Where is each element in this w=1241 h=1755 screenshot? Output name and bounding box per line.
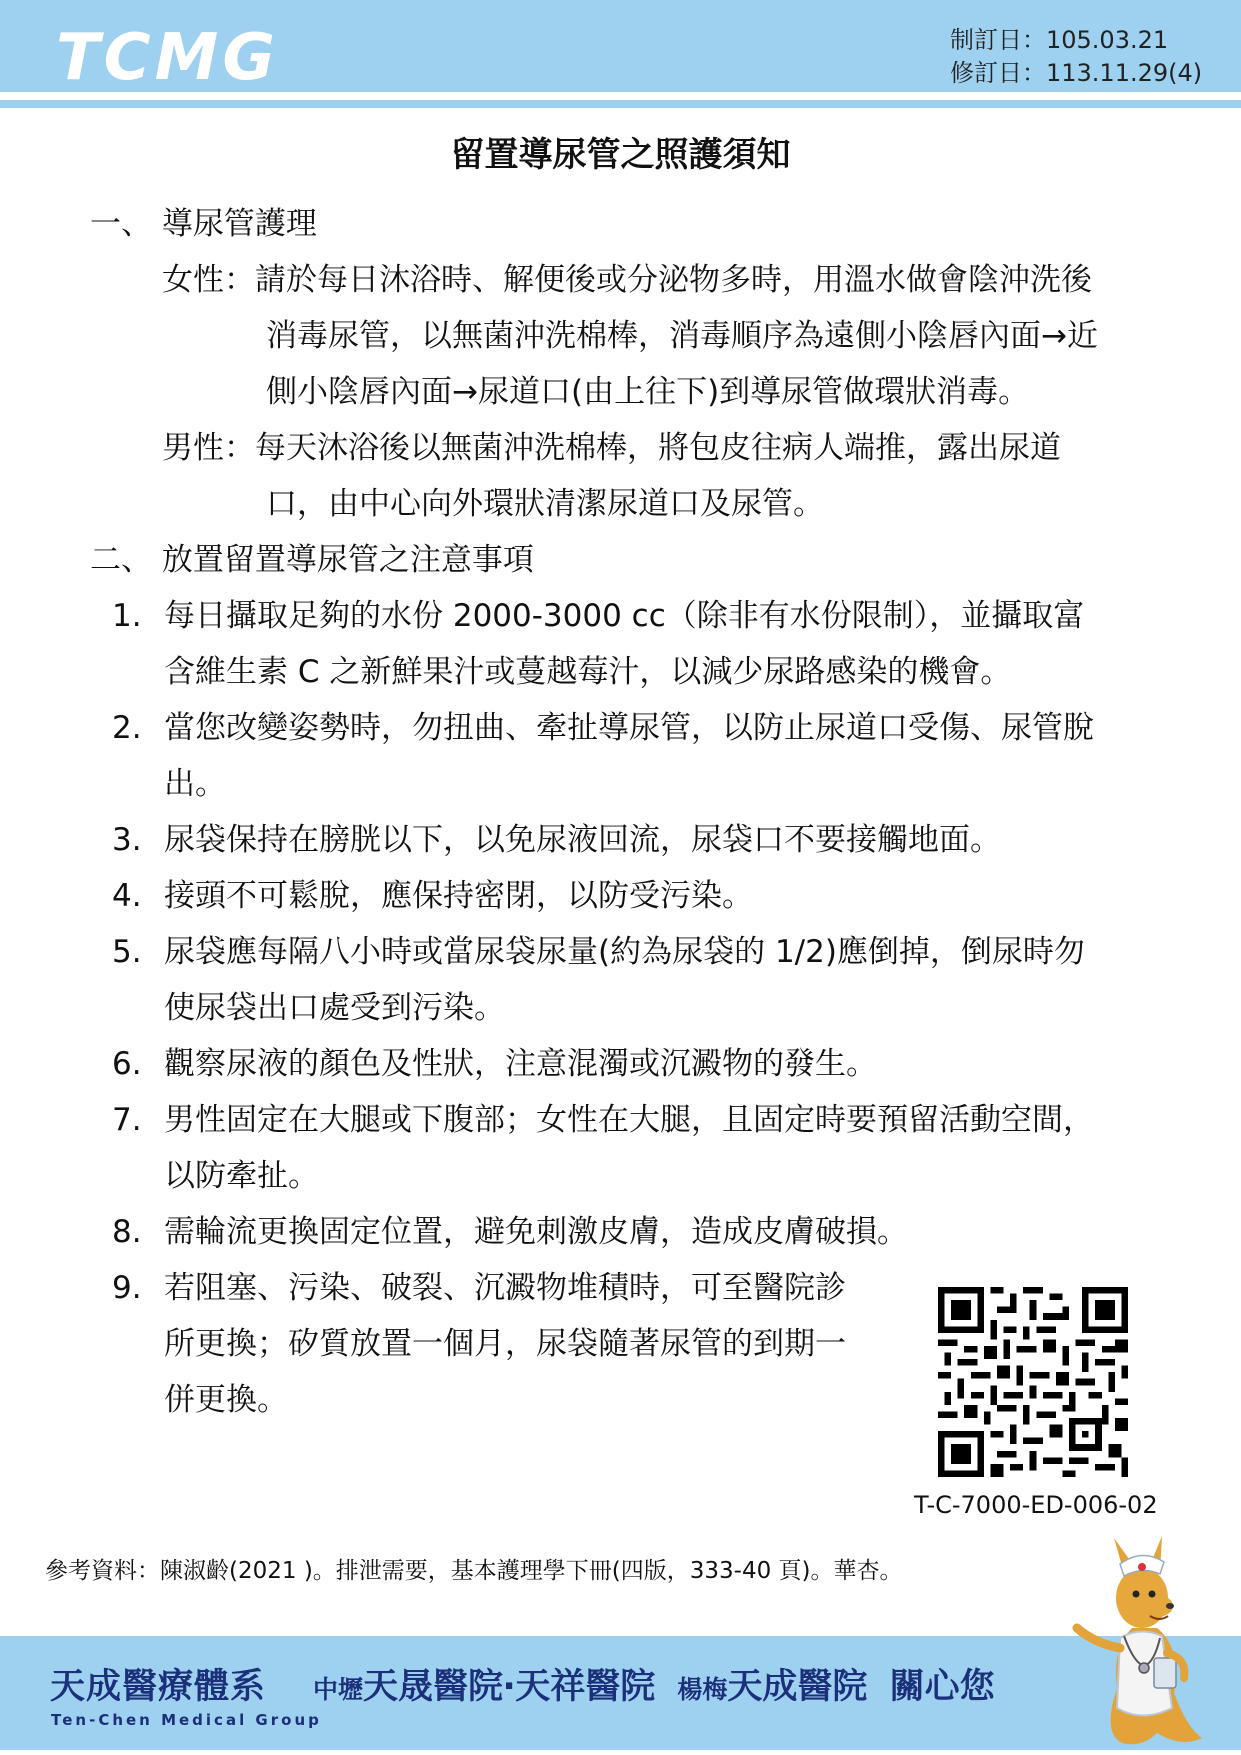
item-5-line-2: 使尿袋出口處受到污染。 <box>164 990 505 1026</box>
item-3-line-1: 尿袋保持在膀胱以下，以免尿液回流，尿袋口不要接觸地面。 <box>164 822 1001 858</box>
item-number: 7. <box>112 1102 142 1138</box>
item-9-line-1: 若阻塞、污染、破裂、沉澱物堆積時，可至醫院診 <box>164 1270 846 1306</box>
female-care-line-1: 女性：請於每日沐浴時、解便後或分泌物多時，用溫水做會陰沖洗後 <box>162 262 1092 298</box>
item-number: 1. <box>112 598 142 634</box>
item-9-line-3: 併更換。 <box>164 1382 288 1418</box>
item-5-line-1: 尿袋應每隔八小時或當尿袋尿量(約為尿袋的 1/2)應倒掉，倒尿時勿 <box>164 934 1085 970</box>
section-2-heading: 二、 放置留置導尿管之注意事項 <box>90 542 534 578</box>
item-8-line-1: 需輪流更換固定位置，避免刺激皮膚，造成皮膚破損。 <box>164 1214 908 1250</box>
male-care-line-1: 男性：每天沐浴後以無菌沖洗棉棒，將包皮往病人端推，露出尿道 <box>162 430 1061 466</box>
item-1-line-2: 含維生素 C 之新鮮果汁或蔓越莓汁，以減少尿路感染的機會。 <box>164 654 1012 690</box>
item-number: 4. <box>112 878 142 914</box>
established-date: 制訂日：105.03.21 <box>950 26 1169 54</box>
reference-citation: 參考資料：陳淑齡(2021 )。排泄需要，基本護理學下冊(四版，333-40 頁)。華杏。 <box>45 1558 903 1584</box>
item-number: 5. <box>112 934 142 970</box>
footer-location-zhongli: 中壢 <box>313 1675 364 1704</box>
revised-date: 修訂日：113.11.29(4) <box>950 59 1203 87</box>
item-1-line-1: 每日攝取足夠的水份 2000-3000 cc（除非有水份限制），並攝取富 <box>164 598 1085 634</box>
item-number: 6. <box>112 1046 142 1082</box>
tcmg-logo: TCMG <box>56 21 279 95</box>
item-2-line-2: 出。 <box>164 766 226 802</box>
item-7-line-2: 以防牽扯。 <box>164 1158 319 1194</box>
header-divider <box>0 100 1241 108</box>
footer-location-yangmei: 楊梅 <box>677 1675 728 1704</box>
item-number: 8. <box>112 1214 142 1250</box>
male-care-line-2: 口，由中心向外環狀清潔尿道口及尿管。 <box>266 486 824 522</box>
section-1-heading: 一、 導尿管護理 <box>90 206 317 242</box>
item-6-line-1: 觀察尿液的顏色及性狀，注意混濁或沉澱物的發生。 <box>164 1046 877 1082</box>
female-care-line-3: 側小陰唇內面→尿道口(由上往下)到導尿管做環狀消毒。 <box>266 374 1030 410</box>
item-7-line-1: 男性固定在大腿或下腹部；女性在大腿，且固定時要預留活動空間， <box>164 1102 1094 1138</box>
item-number: 2. <box>112 710 142 746</box>
item-number: 3. <box>112 822 142 858</box>
item-4-line-1: 接頭不可鬆脫，應保持密閉，以防受污染。 <box>164 878 753 914</box>
page-title: 留置導尿管之照護須知 <box>450 135 791 175</box>
item-2-line-1: 當您改變姿勢時，勿扭曲、牽扯導尿管，以防止尿道口受傷、尿管脫 <box>164 710 1094 746</box>
document-code: T-C-7000-ED-006-02 <box>914 1491 1158 1519</box>
kangaroo-doctor-mascot-icon <box>1062 1528 1222 1753</box>
female-care-line-2: 消毒尿管，以無菌沖洗棉棒，消毒順序為遠側小陰唇內面→近 <box>266 318 1098 354</box>
footer-org-english: Ten-Chen Medical Group <box>51 1711 322 1729</box>
footer-hospital-tiancheng: 天成醫院 <box>727 1667 868 1707</box>
footer-hospitals <box>313 1667 995 1710</box>
footer-cares-for-you: 關心您 <box>889 1667 995 1707</box>
item-9-line-2: 所更換；矽質放置一個月，尿袋隨著尿管的到期一 <box>164 1326 846 1362</box>
item-number: 9. <box>112 1270 142 1306</box>
footer-org-name: 天成醫療體系 <box>50 1667 267 1707</box>
footer-hospital-tiansheng-tianxiang: 天晟醫院‧天祥醫院 <box>363 1667 656 1707</box>
qr-code-icon[interactable] <box>938 1287 1128 1477</box>
document-dates <box>950 24 1202 90</box>
